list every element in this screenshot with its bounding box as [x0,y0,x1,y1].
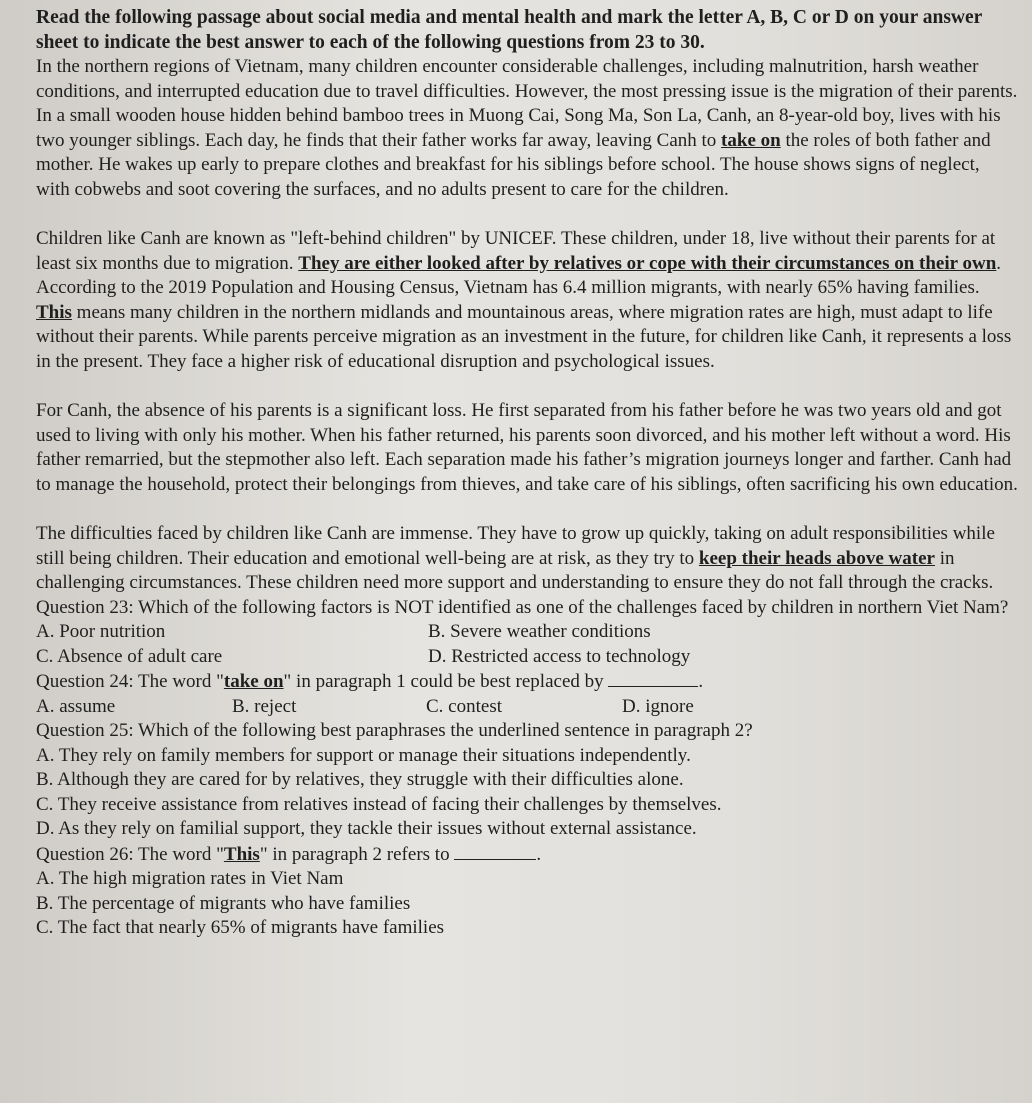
p2-text-c: means many children in the northern midlands and mountainous areas, where migration rates are high, must adapt to life without their parents. While parents perceive migration as an investment in the future, for children like Canh, it represents a loss in the present. They face a higher risk of educational disruption and psychological issues. [36,301,1012,372]
p2-underlined-sentence: They are either looked after by relatives or cope with their circumstances on their own [298,252,997,274]
p4-text-b: in challenging circumstances. These children need more support and understanding to ensure they do not fall through the cracks. [36,547,994,593]
q26-text-post: " in paragraph 2 refers to [259,843,455,865]
paragraph-2 [36,227,1018,374]
q24-highlight: take on [223,671,284,692]
question-24 [36,669,1018,695]
q24-text-post: " in paragraph 1 could be best replaced by [283,671,609,692]
q25-option-b[interactable]: B. Although they are cared for by relatives, they struggle with their difficulties alone. [36,769,684,790]
q24-text-pre: Question 24: The word " [36,671,224,692]
q24-option-b[interactable]: B. reject [232,695,297,717]
q26-text-pre: Question 26: The word " [36,843,224,865]
question-23-options [36,620,1018,669]
paragraph-3: For Canh, the absence of his parents is a significant loss. He first separated from his father before he was two years old and got used to living with only his mother. When his father returned, his parents soon divorced, and his mother left without a word. His father remarried, but the stepmother also left. Each separation made his father’s migration journeys longer and farther. Canh had to manage the household, protect their belongings from thieves, and take care of his siblings, often sacrificing his own education. [36,400,1018,495]
q26-option-a[interactable]: A. The high migration rates in Viet Nam [36,868,344,889]
paragraph-1 [36,55,1018,202]
p4-highlight-idiom: keep their heads above water [698,547,935,569]
spacer [36,202,1018,227]
question-23: Question 23: Which of the following factors is NOT identified as one of the challenges faced by children in northern Viet Nam? [36,596,1009,618]
q23-option-d[interactable]: D. Restricted access to technology [428,645,691,667]
q24-option-c[interactable]: C. contest [426,695,502,717]
q26-answer-blank [454,842,536,860]
q23-option-b[interactable]: B. Severe weather conditions [428,621,651,642]
p4-text-a: The difficulties faced by children like Canh are immense. They have to grow up quickly, taking on adult responsibilities while still being children. Their education and emotional well-being are at risk, as they try to [36,523,995,569]
q25-option-d[interactable]: D. As they rely on familial support, they tackle their issues without external assistance. [36,818,697,839]
q25-option-a[interactable]: A. They rely on family members for support or manage their situations independently. [36,744,691,766]
q26-option-b[interactable]: B. The percentage of migrants who have families [36,892,411,914]
question-25: Question 25: Which of the following best paraphrases the underlined sentence in paragraph 2? [36,720,753,741]
spacer [36,497,1018,522]
instructions: Read the following passage about social media and mental health and mark the letter A, B, C or D on your answer sheet to indicate the best answer to each of the following questions from 23 to 30. [36,7,982,53]
q23-option-c[interactable]: C. Absence of adult care [36,645,223,667]
question-24-options [36,695,1018,720]
q24-option-a[interactable]: A. assume [36,695,116,717]
q23-option-a[interactable]: A. Poor nutrition [36,621,166,642]
p2-highlight-this: This [36,301,72,323]
q24-option-d[interactable]: D. ignore [622,695,694,717]
spacer [36,374,1018,399]
q24-end: . [698,671,704,692]
q26-option-c[interactable]: C. The fact that nearly 65% of migrants have families [36,917,445,938]
p1-text-b: the roles of both father and mother. He wakes up early to prepare clothes and breakfast for his siblings before school. The house shows signs of neglect, with cobwebs and soot covering the surfaces, and no adults present to care for the children. [36,129,991,200]
p2-text-a: Children like Canh are known as "left-behind children" by UNICEF. These children, under 18, live without their parents for at least six months due to migration. [36,228,996,274]
q26-end: . [536,843,542,865]
p1-text-a: In the northern regions of Vietnam, many children encounter considerable challenges, including malnutrition, harsh weather conditions, and interrupted education due to travel difficulties. However, the most pressing issue is the migration of their parents. In a small wooden house hidden behind bamboo trees in Muong Cai, Song Ma, Son La, Canh, an 8-year-old boy, lives with his two younger siblings. Each day, he finds that their father works far away, leaving Canh to [36,56,1018,151]
q25-option-c[interactable]: C. They receive assistance from relatives instead of facing their challenges by themselves. [36,793,722,815]
q24-answer-blank [608,669,698,687]
q26-highlight: This [223,843,260,865]
question-26 [36,842,1018,868]
p2-text-b: . According to the 2019 Population and Housing Census, Vietnam has 6.4 million migrants, with nearly 65% having families. [36,252,1002,298]
p1-highlight-take-on: take on [721,129,781,151]
paragraph-4 [36,522,1018,596]
